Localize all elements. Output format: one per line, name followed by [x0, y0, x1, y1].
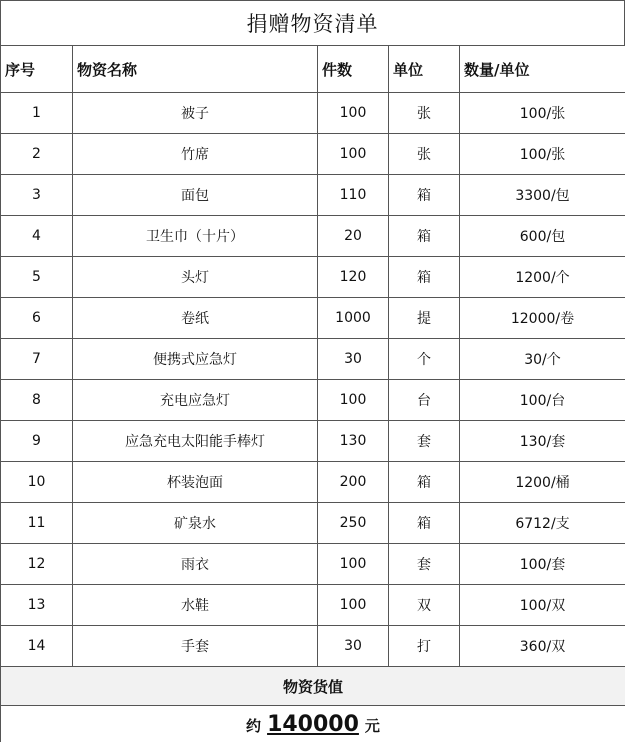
cell-count: 100	[318, 134, 389, 175]
cell-no: 7	[1, 339, 73, 380]
cell-no: 2	[1, 134, 73, 175]
cell-unit: 箱	[389, 257, 460, 298]
cell-qty: 100/双	[460, 585, 625, 626]
cell-no: 12	[1, 544, 73, 585]
cell-name: 水鞋	[73, 585, 318, 626]
cell-unit: 箱	[389, 175, 460, 216]
cell-count: 110	[318, 175, 389, 216]
cell-unit: 箱	[389, 503, 460, 544]
header-count: 件数	[318, 46, 389, 93]
table-row	[1, 216, 625, 257]
cell-unit: 张	[389, 93, 460, 134]
cell-no: 9	[1, 421, 73, 462]
cell-count: 100	[318, 380, 389, 421]
donation-table	[0, 45, 625, 742]
cell-name: 被子	[73, 93, 318, 134]
cell-no: 13	[1, 585, 73, 626]
cell-qty: 100/套	[460, 544, 625, 585]
cell-unit: 张	[389, 134, 460, 175]
cell-name: 矿泉水	[73, 503, 318, 544]
cell-qty: 12000/卷	[460, 298, 625, 339]
cell-no: 3	[1, 175, 73, 216]
table-row	[1, 339, 625, 380]
cell-count: 20	[318, 216, 389, 257]
table-row	[1, 626, 625, 667]
cell-qty: 6712/支	[460, 503, 625, 544]
cell-name: 杯装泡面	[73, 462, 318, 503]
cell-qty: 600/包	[460, 216, 625, 257]
cell-unit: 提	[389, 298, 460, 339]
cell-name: 便携式应急灯	[73, 339, 318, 380]
table-row	[1, 257, 625, 298]
cell-count: 100	[318, 93, 389, 134]
cell-count: 1000	[318, 298, 389, 339]
header-row	[1, 46, 625, 93]
cell-qty: 100/台	[460, 380, 625, 421]
total-prefix: 约	[246, 717, 261, 735]
table-row	[1, 462, 625, 503]
cell-name: 卷纸	[73, 298, 318, 339]
header-name: 物资名称	[73, 46, 318, 93]
cell-no: 11	[1, 503, 73, 544]
cell-name: 头灯	[73, 257, 318, 298]
cell-name: 应急充电太阳能手棒灯	[73, 421, 318, 462]
cell-count: 100	[318, 585, 389, 626]
cell-unit: 打	[389, 626, 460, 667]
cell-no: 4	[1, 216, 73, 257]
cell-unit: 套	[389, 544, 460, 585]
cell-no: 6	[1, 298, 73, 339]
header-qty: 数量/单位	[460, 46, 625, 93]
cell-no: 5	[1, 257, 73, 298]
header-unit: 单位	[389, 46, 460, 93]
cell-count: 30	[318, 339, 389, 380]
total-suffix: 元	[365, 717, 380, 735]
cell-unit: 双	[389, 585, 460, 626]
cell-count: 30	[318, 626, 389, 667]
table-row	[1, 421, 625, 462]
table-row	[1, 380, 625, 421]
cell-unit: 箱	[389, 462, 460, 503]
table-row	[1, 585, 625, 626]
cell-no: 14	[1, 626, 73, 667]
cell-no: 10	[1, 462, 73, 503]
table-row	[1, 175, 625, 216]
cell-name: 竹席	[73, 134, 318, 175]
table-row	[1, 134, 625, 175]
page-title: 捐赠物资清单	[0, 0, 625, 45]
table-row	[1, 503, 625, 544]
header-no: 序号	[1, 46, 73, 93]
cell-count: 120	[318, 257, 389, 298]
cell-qty: 130/套	[460, 421, 625, 462]
table-row	[1, 93, 625, 134]
value-label: 物资货值	[1, 667, 625, 706]
cell-qty: 1200/个	[460, 257, 625, 298]
cell-name: 充电应急灯	[73, 380, 318, 421]
cell-unit: 箱	[389, 216, 460, 257]
cell-name: 手套	[73, 626, 318, 667]
table-row	[1, 298, 625, 339]
cell-count: 200	[318, 462, 389, 503]
cell-count: 130	[318, 421, 389, 462]
cell-no: 8	[1, 380, 73, 421]
cell-unit: 台	[389, 380, 460, 421]
cell-qty: 100/张	[460, 134, 625, 175]
table-row	[1, 544, 625, 585]
cell-no: 1	[1, 93, 73, 134]
cell-qty: 100/张	[460, 93, 625, 134]
cell-name: 卫生巾（十片）	[73, 216, 318, 257]
cell-unit: 套	[389, 421, 460, 462]
cell-count: 100	[318, 544, 389, 585]
cell-name: 面包	[73, 175, 318, 216]
cell-qty: 1200/桶	[460, 462, 625, 503]
cell-qty: 30/个	[460, 339, 625, 380]
cell-qty: 3300/包	[460, 175, 625, 216]
cell-unit: 个	[389, 339, 460, 380]
cell-name: 雨衣	[73, 544, 318, 585]
cell-count: 250	[318, 503, 389, 544]
total-amount: 140000	[267, 712, 359, 737]
cell-qty: 360/双	[460, 626, 625, 667]
